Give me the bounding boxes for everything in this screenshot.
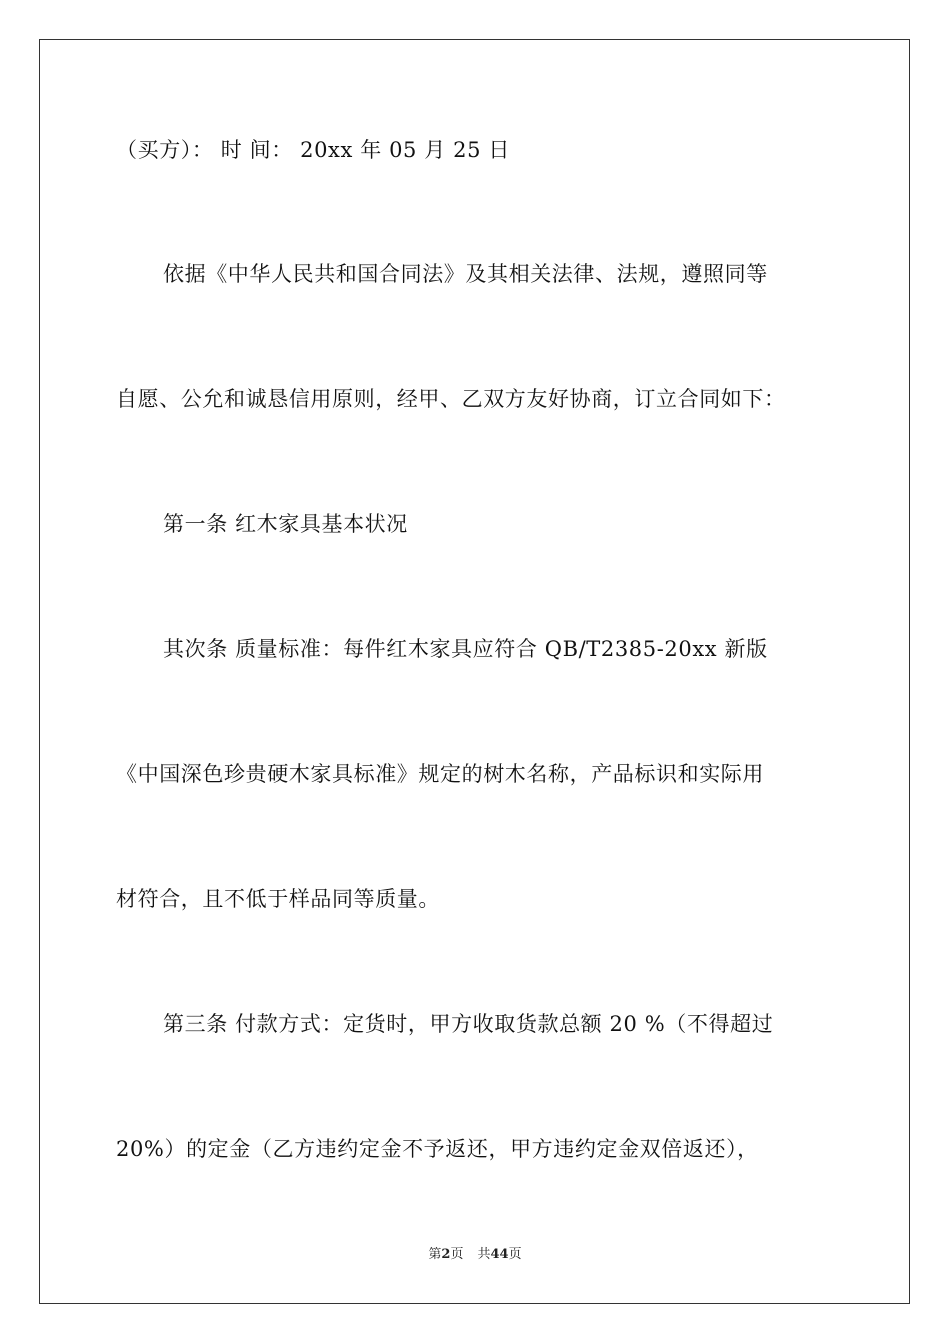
article-1-heading: 第一条 红木家具基本状况: [163, 512, 408, 536]
total-prefix: 共: [477, 1247, 491, 1262]
paragraph-intro-line-1: 依据《中华人民共和国合同法》及其相关法律、法规，遵照同等: [163, 262, 768, 286]
article-2-line-3: 材符合，且不低于样品同等质量。: [116, 887, 440, 911]
article-2-line-2: 《中国深色珍贵硬木家具标准》规定的树木名称，产品标识和实际用: [116, 762, 764, 786]
page-border: [39, 39, 910, 1304]
article-3-line-2: 20%）的定金（乙方违约定金不予返还，甲方违约定金双倍返还），: [116, 1137, 759, 1161]
page-current: 2: [441, 1247, 451, 1262]
total-suffix: 页: [508, 1247, 522, 1262]
buyer-time-line: （买方）： 时 间： 20xx 年 05 月 25 日: [116, 138, 510, 162]
article-3-line-1: 第三条 付款方式：定货时，甲方收取货款总额 20 %（不得超过: [163, 1012, 774, 1036]
page-total: 44: [490, 1247, 509, 1262]
page-suffix: 页: [450, 1247, 464, 1262]
paragraph-intro-line-2: 自愿、公允和诚恳信用原则，经甲、乙双方友好协商，订立合同如下：: [116, 387, 786, 411]
page-prefix: 第: [428, 1247, 442, 1262]
page-footer: [0, 1247, 950, 1263]
article-2-line-1: 其次条 质量标准：每件红木家具应符合 QB/T2385-20xx 新版: [163, 637, 768, 661]
